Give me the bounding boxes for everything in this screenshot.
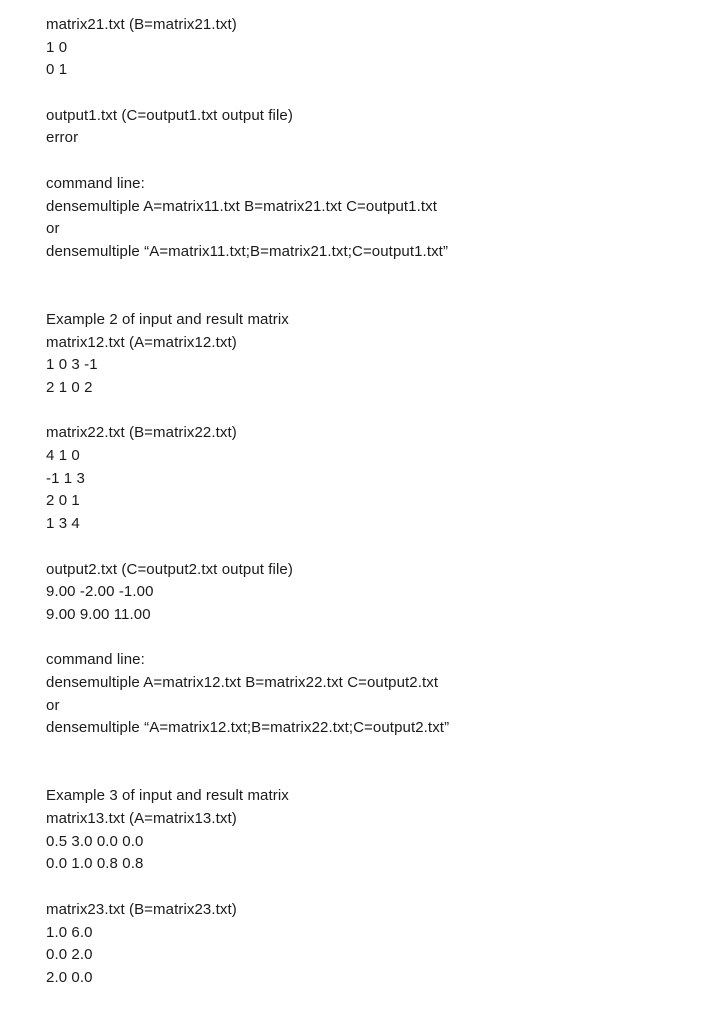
spacer bbox=[46, 400, 686, 423]
matrix13-row: 0.5 3.0 0.0 0.0 bbox=[46, 832, 144, 850]
matrix21-row: 1 0 bbox=[46, 38, 68, 56]
command-plain: densemultiple A=matrix11.txt B=matrix21.txt C=output1.txt bbox=[46, 197, 438, 215]
spacer bbox=[46, 264, 686, 309]
matrix13-row: 0.0 1.0 0.8 0.8 bbox=[46, 855, 144, 873]
matrix21-row: 0 1 bbox=[46, 61, 68, 79]
matrix22-header: matrix22.txt (B=matrix22.txt) bbox=[46, 424, 237, 442]
command-quoted: densemultiple “A=matrix11.txt;B=matrix21.txt;C=output1.txt” bbox=[46, 242, 449, 260]
output1-header: output1.txt (C=output1.txt output file) bbox=[46, 106, 293, 124]
matrix22-row: 1 3 4 bbox=[46, 515, 80, 533]
matrix22-row: 2 0 1 bbox=[46, 492, 80, 510]
example-2-title: Example 2 of input and result matrix bbox=[46, 310, 289, 328]
command-or: or bbox=[46, 220, 60, 238]
command-quoted: densemultiple “A=matrix12.txt;B=matrix22.txt;C=output2.txt” bbox=[46, 719, 450, 737]
matrix23-header: matrix23.txt (B=matrix23.txt) bbox=[46, 900, 237, 918]
matrix23-row: 1.0 6.0 bbox=[46, 923, 93, 941]
command-plain: densemultiple A=matrix12.txt B=matrix22.txt C=output2.txt bbox=[46, 673, 439, 691]
command-line-label: command line: bbox=[46, 174, 145, 192]
example-3-title: Example 3 of input and result matrix bbox=[46, 787, 289, 805]
document-page bbox=[46, 14, 686, 990]
output2-header: output2.txt (C=output2.txt output file) bbox=[46, 560, 293, 578]
output2-row: 9.00 9.00 11.00 bbox=[46, 605, 151, 623]
matrix21-header: matrix21.txt (B=matrix21.txt) bbox=[46, 16, 237, 33]
matrix12-row: 2 1 0 2 bbox=[46, 379, 93, 397]
output1-row: error bbox=[46, 129, 79, 147]
spacer bbox=[46, 150, 686, 173]
spacer bbox=[46, 536, 686, 559]
command-line-label: command line: bbox=[46, 651, 145, 669]
command-or: or bbox=[46, 696, 60, 714]
spacer bbox=[46, 876, 686, 899]
matrix12-header: matrix12.txt (A=matrix12.txt) bbox=[46, 333, 237, 351]
spacer bbox=[46, 740, 686, 785]
matrix23-row: 2.0 0.0 bbox=[46, 968, 93, 986]
spacer bbox=[46, 627, 686, 650]
matrix22-row: -1 1 3 bbox=[46, 469, 85, 487]
spacer bbox=[46, 82, 686, 105]
matrix12-row: 1 0 3 -1 bbox=[46, 356, 98, 374]
output2-row: 9.00 -2.00 -1.00 bbox=[46, 583, 154, 601]
matrix23-row: 0.0 2.0 bbox=[46, 946, 93, 964]
matrix13-header: matrix13.txt (A=matrix13.txt) bbox=[46, 810, 237, 828]
matrix22-row: 4 1 0 bbox=[46, 447, 80, 465]
